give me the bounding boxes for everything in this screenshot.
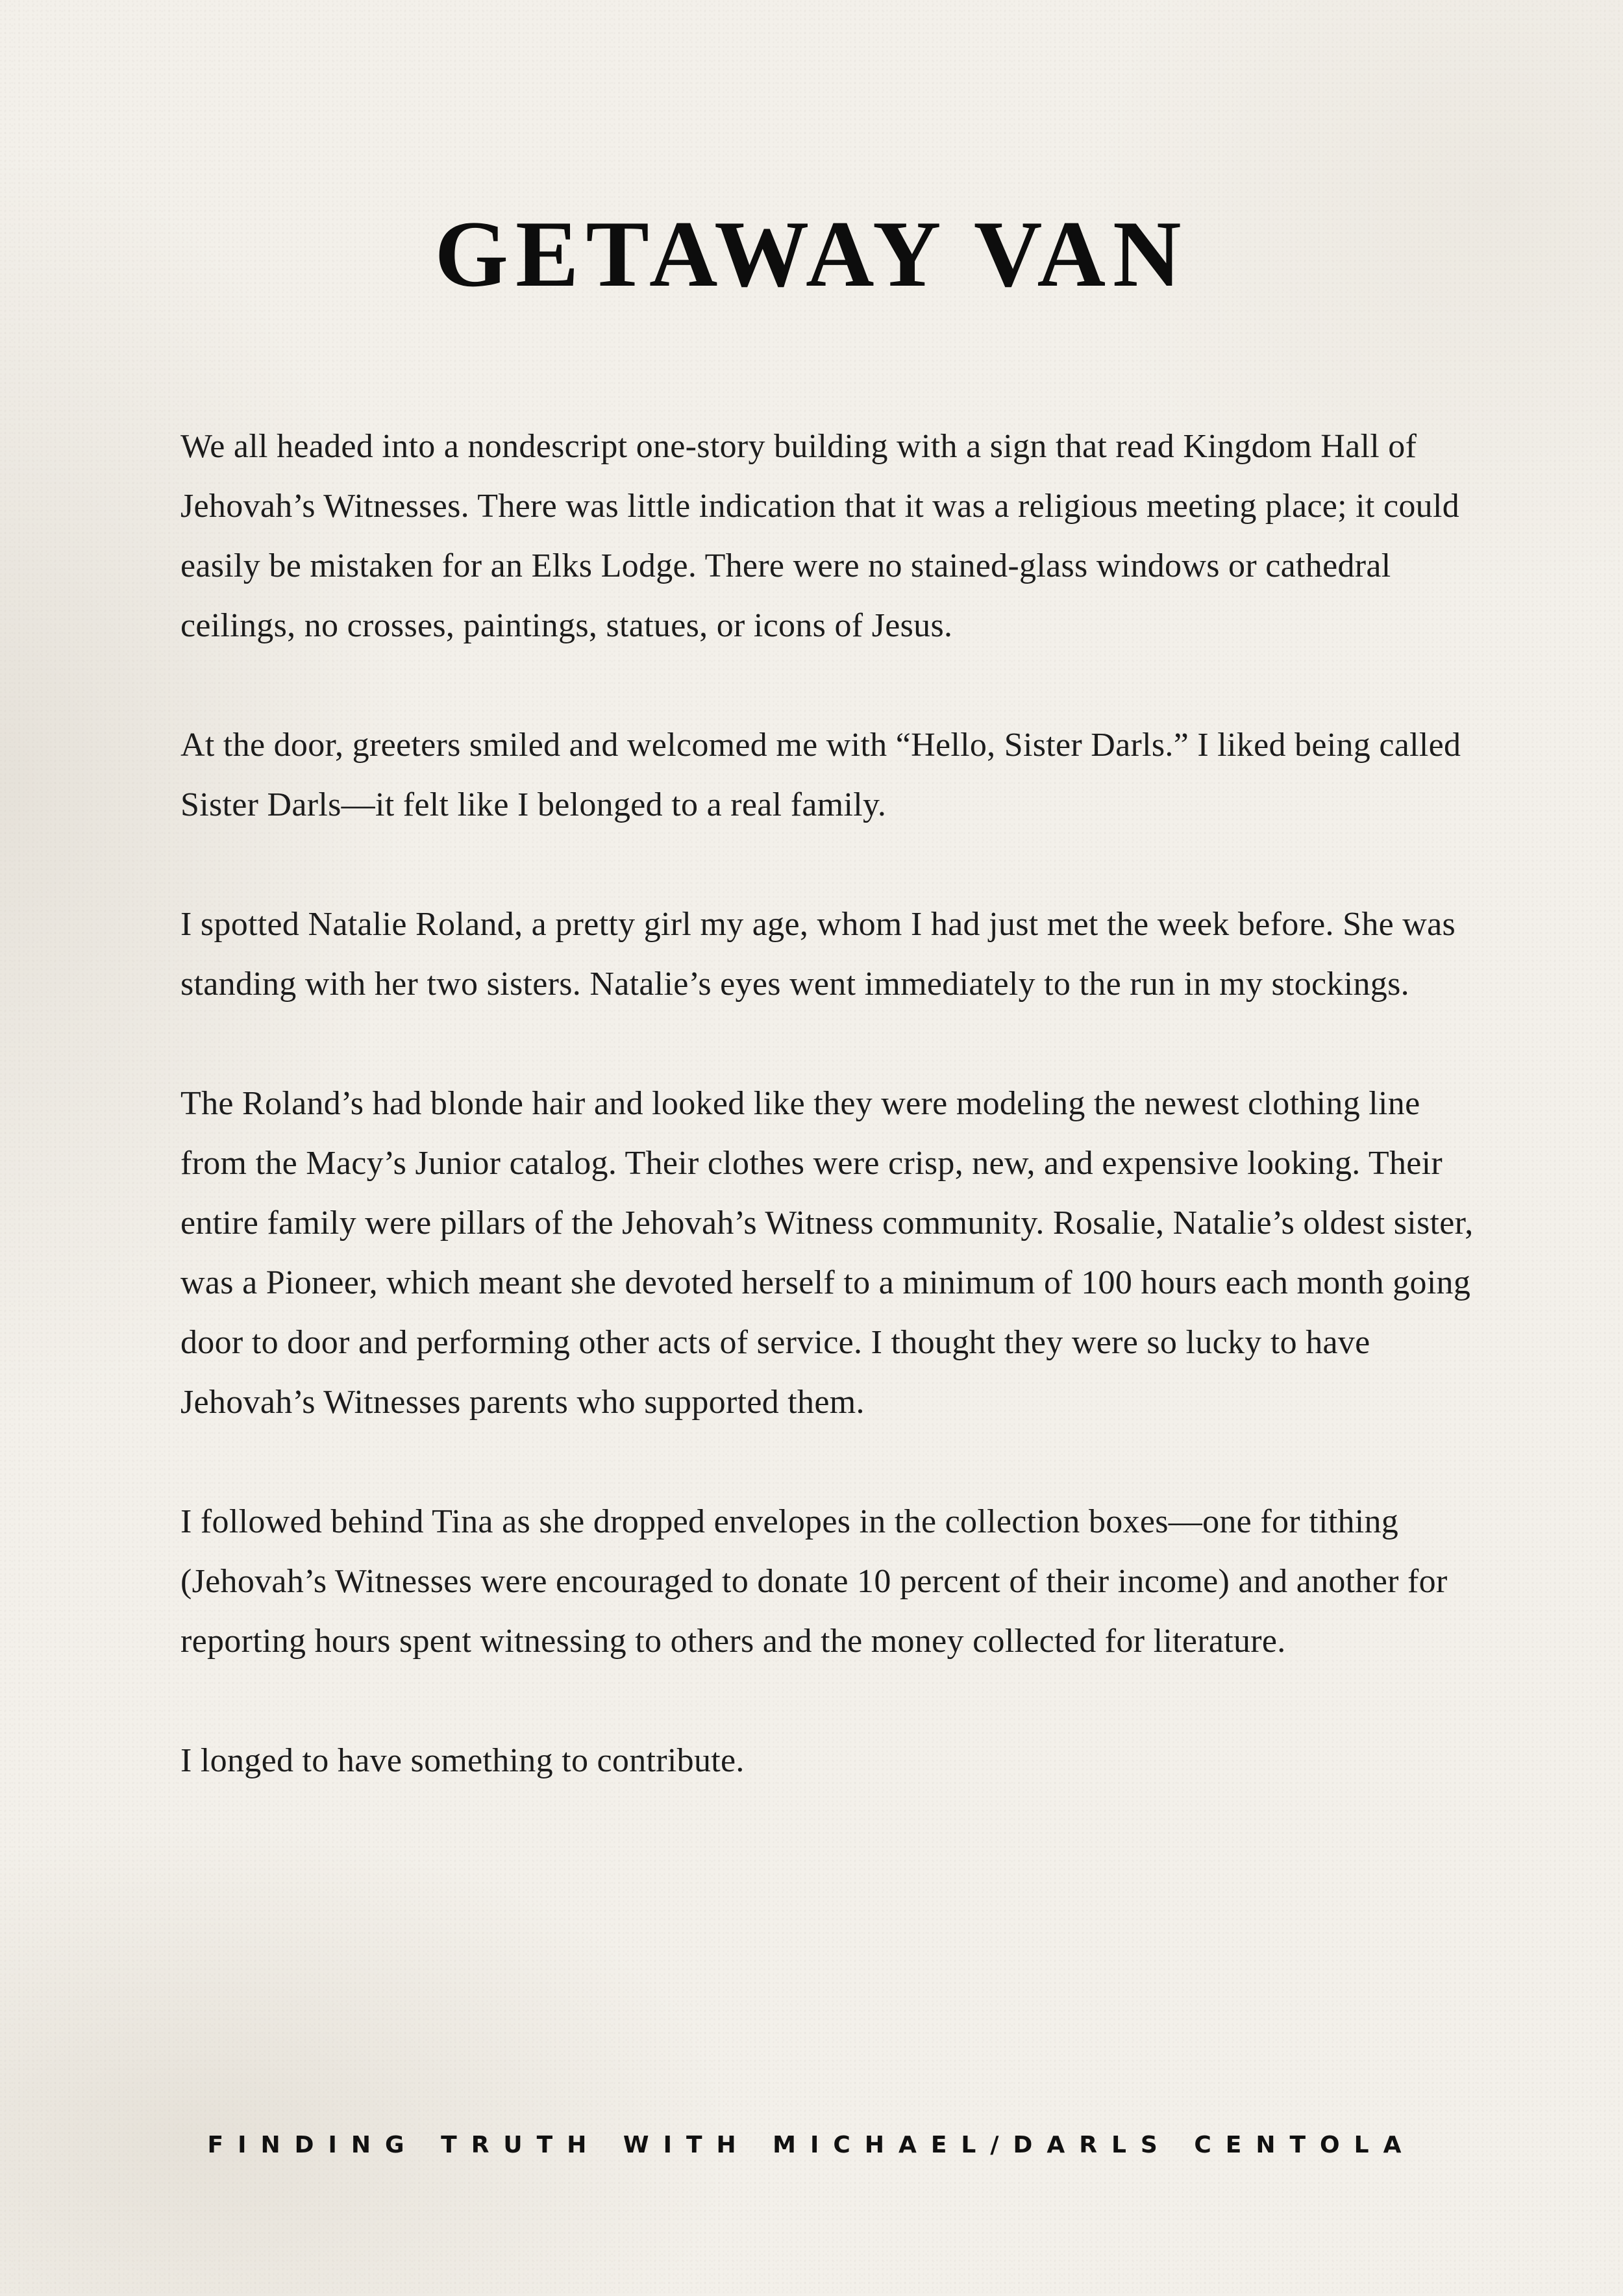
page-title: GETAWAY VAN [434,201,1189,306]
paragraph-kingdom-hall: We all headed into a nondescript one-story building with a sign that read Kingdom Hall of Jehovah’s Witnesses. There was little indication that it was a religious meeting place; it could easily be mistaken for an Elks Lodge. There were no stained-glass windows or cathedral ceilings, no crosses, paintings, statues, or icons of Jesus. [180,428,1459,644]
paragraph-greeters: At the door, greeters smiled and welcomed me with “Hello, Sister Darls.” I liked being called Sister Darls—it felt like I belonged to a real family. [180,727,1461,823]
paragraph-collection-boxes: I followed behind Tina as she dropped envelopes in the collection boxes—one for tithing (Jehovah’s Witnesses were encouraged to donate 10 percent of their income) and another for reporting hours spent witnessing to others and the money collected for literature. [180,1503,1448,1660]
footer-credit: FINDING TRUTH WITH MICHAEL/DARLS CENTOLA [207,2132,1416,2158]
paragraph-longed: I longed to have something to contribute. [180,1742,745,1779]
story-body [180,417,1485,1851]
paragraph-rolands: The Roland’s had blonde hair and looked like they were modeling the newest clothing line from the Macy’s Junior catalog. Their clothes were crisp, new, and expensive looking. Their entire family were pillars of the Jehovah’s Witness community. Rosalie, Natalie’s oldest sister, was a Pioneer, which meant she devoted herself to a minimum of 100 hours each month going door to door and performing other acts of service. I thought they were so lucky to have Jehovah’s Witnesses parents who supported them. [180,1085,1474,1421]
paragraph-natalie: I spotted Natalie Roland, a pretty girl my age, whom I had just met the week before. She was standing with her two sisters. Natalie’s eyes went immediately to the run in my stockings. [180,906,1456,1003]
